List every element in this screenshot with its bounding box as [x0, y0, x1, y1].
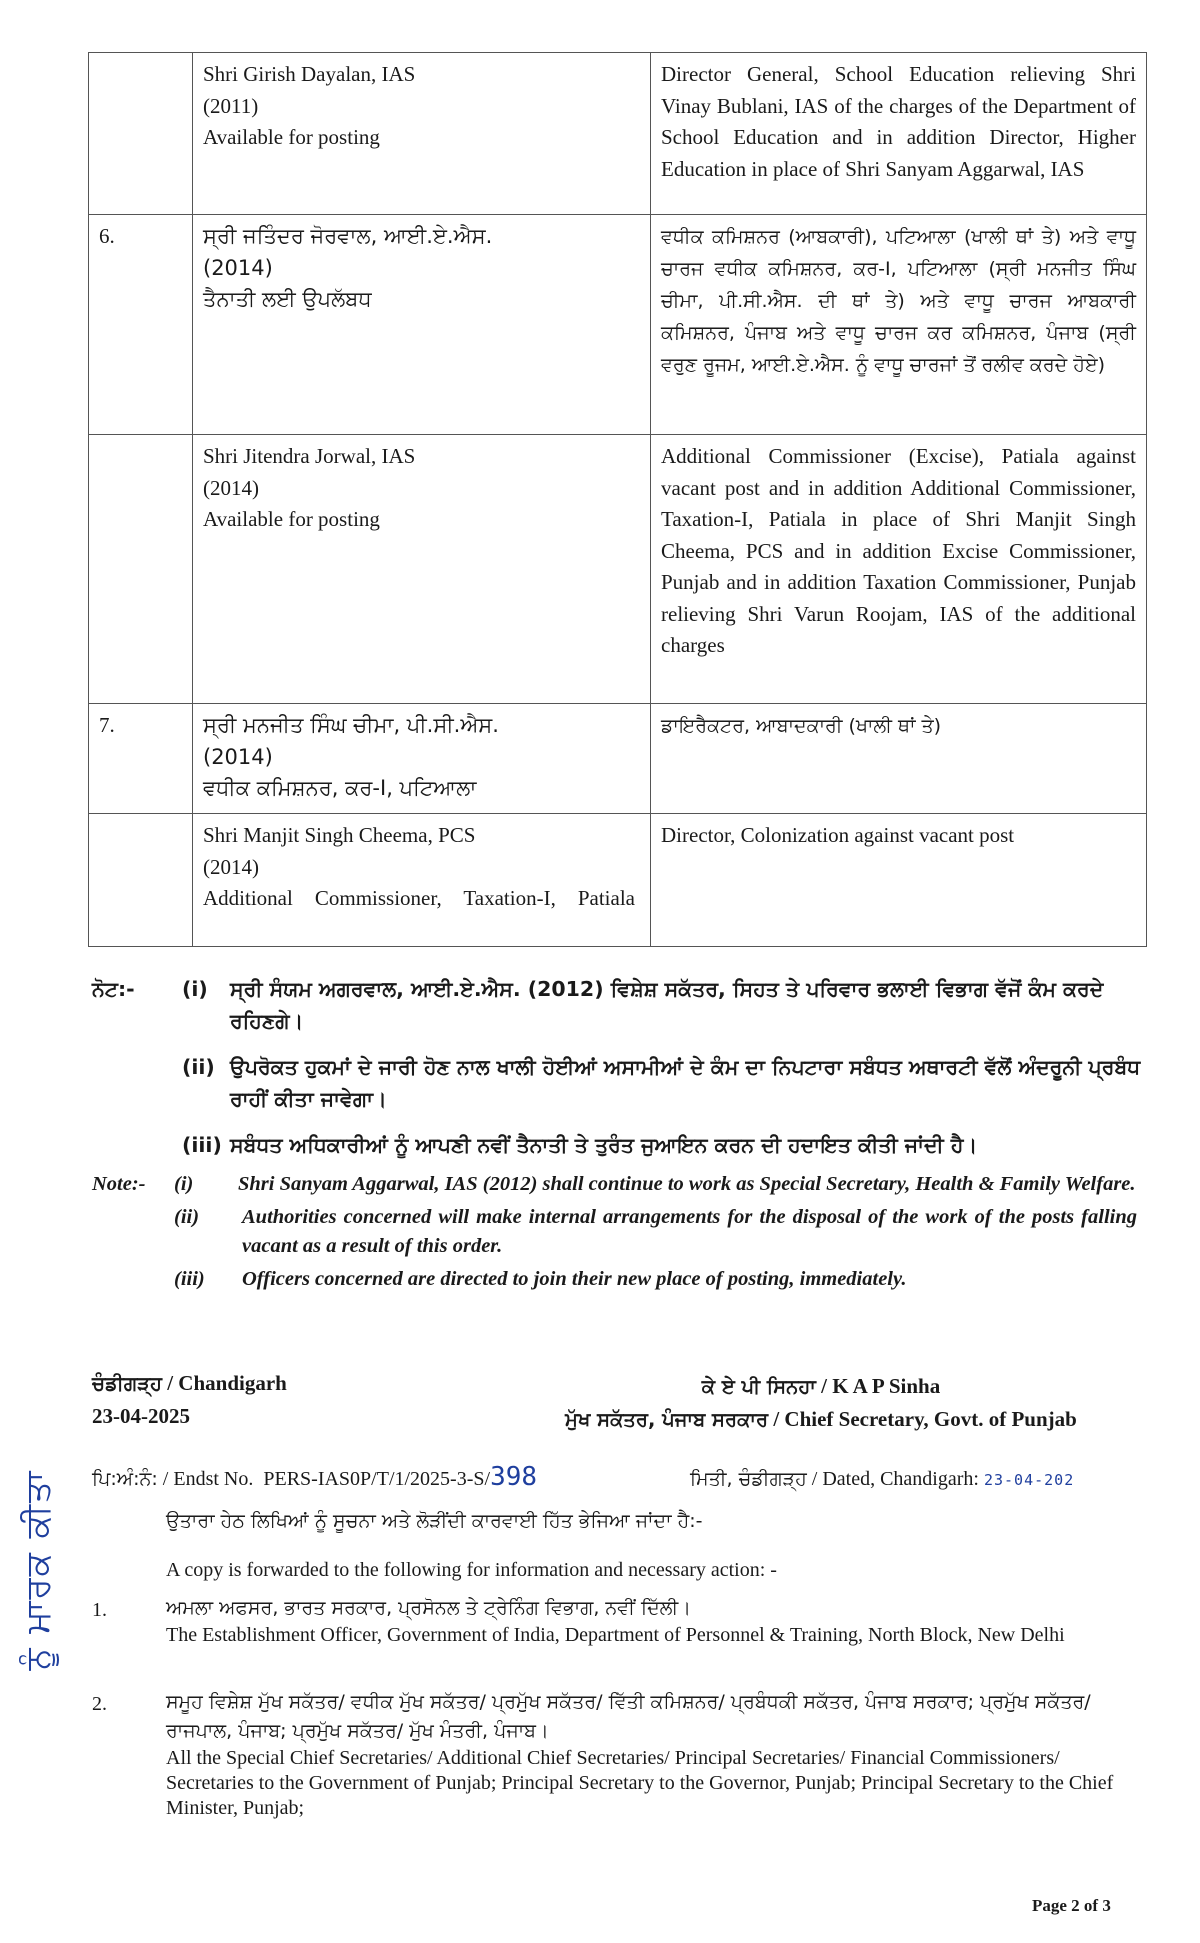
list-item: [92, 1594, 1137, 1648]
note-heading: Note:-: [92, 1173, 146, 1195]
note-item: [92, 973, 1152, 1037]
table-row: [89, 215, 1147, 435]
new-posting-cell: [651, 435, 1147, 704]
table-row: [89, 814, 1147, 947]
officer-batch: (2011): [203, 93, 259, 118]
officer-name: ਸ੍ਰੀ ਮਨਜੀਤ ਸਿੰਘ ਚੀਮਾ, ਪੀ.ਸੀ.ਐਸ.: [203, 713, 499, 737]
forward-text-punjabi: ਉਤਾਰਾ ਹੇਠ ਲਿਖਿਆਂ ਨੂੰ ਸੂਚਨਾ ਅਤੇ ਲੋੜੀਂਦੀ ਕਾਰਵਾਈ ਹਿੱਤ ਭੇਜਿਆ ਜਾਂਦਾ ਹੈ:-: [166, 1510, 703, 1532]
note-item: [92, 1265, 1137, 1294]
officer-current-posting: ਤੈਨਾਤੀ ਲਈ ਉਪਲੱਬਧ: [203, 287, 372, 311]
new-posting-text: Additional Commissioner (Excise), Patiala against vacant post and in addition Additional Commissioner, Taxation-I, Patiala in place of Shri Manjit Singh Cheema, PCS and in addition Excise Commissioner, Punjab and in addition Taxation Commissioner, Punjab relieving Shri Varun Roojam, IAS of the additional charges: [661, 444, 1136, 657]
officer-name: Shri Manjit Singh Cheema, PCS: [203, 823, 476, 847]
signatory-block: [506, 1370, 1136, 1436]
note-number: (i): [174, 1173, 194, 1195]
note-item: [92, 1051, 1152, 1115]
place-date-block: [92, 1367, 287, 1432]
note-item: [92, 1203, 1137, 1261]
note-number: (i): [182, 977, 208, 1001]
note-text: ਉਪਰੋਕਤ ਹੁਕਮਾਂ ਦੇ ਜਾਰੀ ਹੋਣ ਨਾਲ ਖਾਲੀ ਹੋਈਆਂ ਅਸਾਮੀਆਂ ਦੇ ਕੰਮ ਦਾ ਨਿਪਟਾਰਾ ਸਬੰਧਤ ਅਥਾਰਟੀ ਵੱਲੋਂ ਅੰਦਰੂਨੀ ਪ੍ਰਬੰਧ ਰਾਹੀਂ ਕੀਤਾ ਜਾਵੇਗਾ।: [230, 1055, 1141, 1111]
officer-cell: [193, 814, 651, 947]
place-punjabi: ਚੰਡੀਗੜ੍ਹ: [92, 1372, 162, 1395]
new-posting-cell: [651, 215, 1147, 435]
list-item: [92, 1688, 1137, 1821]
distribution-list: [92, 1594, 1137, 1648]
serial-number: [89, 53, 193, 215]
table-row: [89, 435, 1147, 704]
officer-current-posting: Additional Commissioner, Taxation-I, Patiala: [203, 886, 635, 910]
table-row: [89, 704, 1147, 814]
note-item: [92, 1129, 1152, 1161]
new-posting-text: ਡਾਇਰੈਕਟਰ, ਆਬਾਦਕਾਰੀ (ਖਾਲੀ ਥਾਂ ਤੇ): [661, 715, 942, 737]
new-posting-cell: [651, 814, 1147, 947]
note-text: ਸ੍ਰੀ ਸੰਯਮ ਅਗਰਵਾਲ, ਆਈ.ਏ.ਐਸ. (2012) ਵਿਸ਼ੇਸ਼ ਸਕੱਤਰ, ਸਿਹਤ ਤੇ ਪਰਿਵਾਰ ਭਲਾਈ ਵਿਭਾਗ ਵੱਜੋਂ ਕੰਮ ਕਰਦੇ ਰਹਿਣਗੇ।: [230, 977, 1104, 1033]
officer-cell: [193, 704, 651, 814]
new-posting-cell: [651, 704, 1147, 814]
officer-batch: (2014): [203, 475, 259, 500]
serial-number: [89, 814, 193, 947]
dated-label-english: / Dated, Chandigarh:: [811, 1468, 979, 1490]
list-item-punjabi: ਅਮਲਾ ਅਫਸਰ, ਭਾਰਤ ਸਰਕਾਰ, ਪ੍ਰਸੋਨਲ ਤੇ ਟ੍ਰੇਨਿੰਗ ਵਿਭਾਗ, ਨਵੀਂ ਦਿੱਲੀ।: [166, 1597, 692, 1619]
officer-name: ਸ੍ਰੀ ਜਤਿੰਦਰ ਜੋਰਵਾਲ, ਆਈ.ਏ.ਐਸ.: [203, 224, 493, 248]
note-text: Authorities concerned will make internal arrangements for the disposal of the work of the posts falling vacant as a result of this order.: [242, 1206, 1137, 1257]
endorsement-number: PERS-IAS0P/T/1/2025-3-S/: [263, 1468, 491, 1490]
list-item-number: 2.: [92, 1693, 107, 1715]
table-row: [89, 53, 1147, 215]
distribution-list: [92, 1688, 1137, 1821]
officer-cell: [193, 435, 651, 704]
signatory-designation-english: / Chief Secretary, Govt. of Punjab: [773, 1407, 1077, 1431]
new-posting-text: Director General, School Education relieving Shri Vinay Bublani, IAS of the charges of the Department of School Education and in addition Director, Higher Education in place of Shri Sanyam Aggarwal, IAS: [661, 62, 1136, 181]
officer-batch: (2014): [203, 255, 273, 280]
note-number: (ii): [174, 1206, 200, 1228]
serial-number: [89, 435, 193, 704]
note-text: Shri Sanyam Aggarwal, IAS (2012) shall continue to work as Special Secretary, Health & Family Welfare.: [238, 1173, 1136, 1195]
handwritten-date: 23-04-202: [983, 1471, 1075, 1489]
officer-name: Shri Girish Dayalan, IAS: [203, 62, 416, 86]
posting-orders-table: [88, 52, 1147, 947]
forward-text-english: A copy is forwarded to the following for information and necessary action: -: [166, 1559, 777, 1581]
list-item-punjabi: ਸਮੂਹ ਵਿਸ਼ੇਸ਼ ਮੁੱਖ ਸਕੱਤਰ/ ਵਧੀਕ ਮੁੱਖ ਸਕੱਤਰ/ ਪ੍ਰਮੁੱਖ ਸਕੱਤਰ/ ਵਿੱਤੀ ਕਮਿਸ਼ਨਰ/ ਪ੍ਰਬੰਧਕੀ ਸਕੱਤਰ, ਪੰਜਾਬ ਸਰਕਾਰ; ਪ੍ਰਮੁੱਖ ਸਕੱਤਰ/ ਰਾਜਪਾਲ, ਪੰਜਾਬ; ਪ੍ਰਮੁੱਖ ਸਕੱਤਰ/ ਮੁੱਖ ਮੰਤਰੀ, ਪੰਜਾਬ।: [166, 1691, 1091, 1742]
note-heading: ਨੋਟ:-: [92, 977, 135, 1001]
endorsement-label-english: / Endst No.: [162, 1468, 254, 1490]
note-item: [92, 1170, 1137, 1199]
officer-name: Shri Jitendra Jorwal, IAS: [203, 444, 416, 468]
officer-cell: [193, 215, 651, 435]
signatory-name-english: / K A P Sinha: [821, 1374, 941, 1398]
note-text: Officers concerned are directed to join their new place of posting, immediately.: [242, 1268, 907, 1290]
endorsement-line: [92, 1462, 1200, 1495]
officer-cell: [193, 53, 651, 215]
handwritten-margin-note: ਨੂੰ ਮਾਰਕ ਕੀਤਾ: [18, 1469, 58, 1671]
issue-date: 23-04-2025: [92, 1404, 190, 1428]
note-number: (iii): [174, 1268, 205, 1290]
new-posting-text: ਵਧੀਕ ਕਮਿਸ਼ਨਰ (ਆਬਕਾਰੀ), ਪਟਿਆਲਾ (ਖਾਲੀ ਥਾਂ ਤੇ) ਅਤੇ ਵਾਧੂ ਚਾਰਜ ਵਧੀਕ ਕਮਿਸ਼ਨਰ, ਕਰ-I, ਪਟਿਆਲਾ (ਸ੍ਰੀ ਮਨਜੀਤ ਸਿੰਘ ਚੀਮਾ, ਪੀ.ਸੀ.ਐਸ. ਦੀ ਥਾਂ ਤੇ) ਅਤੇ ਵਾਧੂ ਚਾਰਜ ਆਬਕਾਰੀ ਕਮਿਸ਼ਨਰ, ਪੰਜਾਬ ਅਤੇ ਵਾਧੂ ਚਾਰਜ ਕਰ ਕਮਿਸ਼ਨਰ, ਪੰਜਾਬ (ਸ੍ਰੀ ਵਰੁਣ ਰੂਜਮ, ਆਈ.ਏ.ਐਸ. ਨੂੰ ਵਾਧੂ ਚਾਰਜਾਂ ਤੋਂ ਰਲੀਵ ਕਰਦੇ ਹੋਏ): [661, 226, 1136, 376]
officer-current-posting: ਵਧੀਕ ਕਮਿਸ਼ਨਰ, ਕਰ-I, ਪਟਿਆਲਾ: [203, 776, 477, 800]
signatory-designation-punjabi: ਮੁੱਖ ਸਕੱਤਰ, ਪੰਜਾਬ ਸਰਕਾਰ: [565, 1408, 769, 1431]
new-posting-cell: [651, 53, 1147, 215]
list-item-english: The Establishment Officer, Government of India, Department of Personnel & Training, North Block, New Delhi: [166, 1624, 1065, 1646]
officer-batch: (2014): [203, 744, 273, 769]
note-number: (iii): [182, 1133, 222, 1157]
notes-english: [92, 1170, 1137, 1298]
officer-current-posting: Available for posting: [203, 125, 380, 149]
notes-punjabi: [92, 973, 1152, 1175]
note-number: (ii): [182, 1055, 215, 1079]
dated-label-punjabi: ਮਿਤੀ, ਚੰਡੀਗੜ੍ਹ: [690, 1468, 807, 1490]
place-english: / Chandigarh: [167, 1371, 287, 1395]
endorsement-label-punjabi: ਪਿ:ਅੰ:ਨੰ:: [92, 1468, 158, 1490]
signatory-name-punjabi: ਕੇ ਏ ਪੀ ਸਿਨਹਾ: [701, 1375, 816, 1398]
officer-batch: (2014): [203, 854, 259, 879]
page-number: Page 2 of 3: [1032, 1896, 1111, 1915]
new-posting-text: Director, Colonization against vacant post: [661, 823, 1015, 847]
list-item-number: 1.: [92, 1599, 107, 1621]
handwritten-endorsement-number: 398: [490, 1462, 538, 1492]
serial-number: 6.: [89, 215, 193, 435]
list-item-english: All the Special Chief Secretaries/ Additional Chief Secretaries/ Principal Secretaries/ Financial Commissioners/ Secretaries to the Government of Punjab; Principal Secretary to the Governor, Punjab; Principal Secretary to the Chief Minister, Punjab;: [166, 1747, 1114, 1819]
serial-number: 7.: [89, 704, 193, 814]
officer-current-posting: Available for posting: [203, 507, 380, 531]
note-text: ਸਬੰਧਤ ਅਧਿਕਾਰੀਆਂ ਨੂੰ ਆਪਣੀ ਨਵੀਂ ਤੈਨਾਤੀ ਤੇ ਤੁਰੰਤ ਜੁਆਇਨ ਕਰਨ ਦੀ ਹਦਾਇਤ ਕੀਤੀ ਜਾਂਦੀ ਹੈ।: [230, 1133, 978, 1157]
